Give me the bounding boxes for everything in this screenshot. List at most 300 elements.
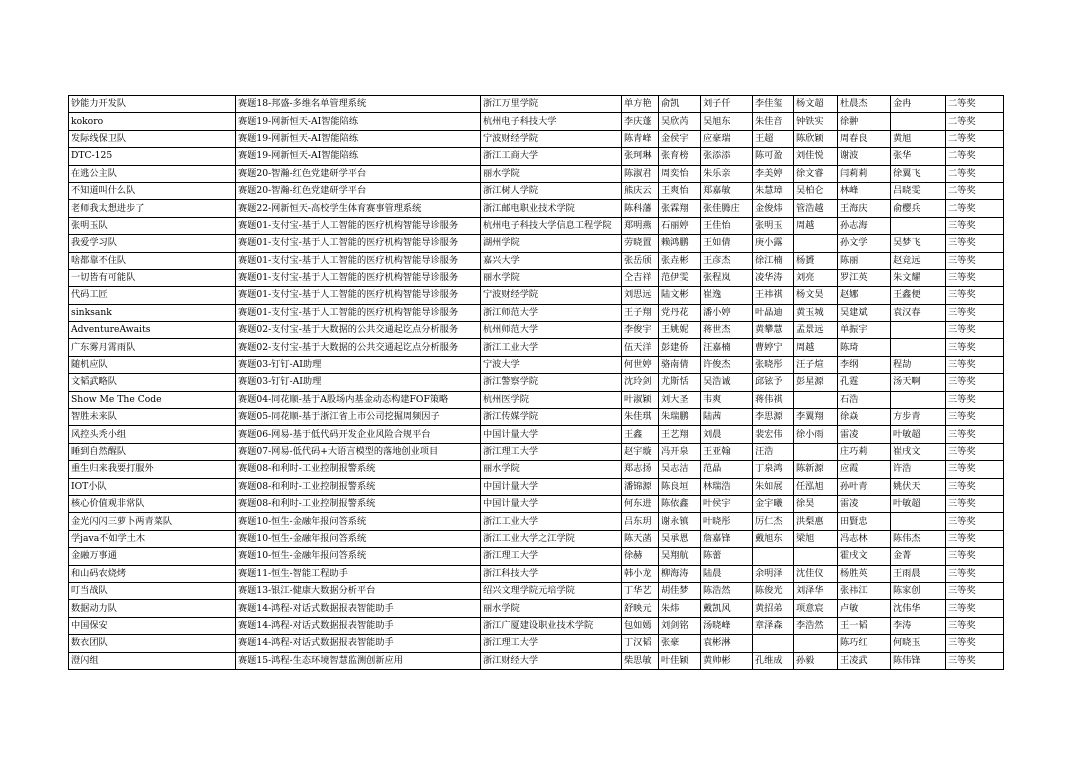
topic-cell: 赛题19-网新恒天-AI智能陪练 <box>236 148 481 165</box>
team-name-cell: sinksank <box>69 304 236 321</box>
member-1-cell: 何世婷 <box>622 356 659 373</box>
team-name-cell: 智胜未来队 <box>69 409 236 426</box>
member-5-cell: 洪梨惠 <box>794 513 838 530</box>
advisor-1-cell: 罗江英 <box>838 269 891 286</box>
member-3-cell: 汪嘉楠 <box>701 339 753 356</box>
table-row <box>69 165 1004 182</box>
topic-cell: 赛题02-支付宝-基于大数据的公共交通起讫点分析服务 <box>236 322 481 339</box>
member-1-cell: 刘思远 <box>622 287 659 304</box>
award-cell: 二等奖 <box>946 182 1004 199</box>
team-name-cell: 风控头秃小组 <box>69 426 236 443</box>
table-row <box>69 548 1004 565</box>
topic-cell: 赛题01-支付宝-基于人工智能的医疗机构智能导诊服务 <box>236 287 481 304</box>
school-cell: 丽水学院 <box>481 461 622 478</box>
table-row <box>69 426 1004 443</box>
advisor-1-cell: 陈丽 <box>838 252 891 269</box>
member-1-cell: 舒映元 <box>622 600 659 617</box>
award-cell: 三等奖 <box>946 217 1004 234</box>
table-row <box>69 374 1004 391</box>
advisor-2-cell: 李涛 <box>891 617 946 634</box>
member-2-cell: 张霖翔 <box>659 200 701 217</box>
advisor-1-cell: 王凌武 <box>838 652 891 669</box>
member-4-cell: 厉仁杰 <box>753 513 794 530</box>
member-3-cell: 蒋世杰 <box>701 322 753 339</box>
topic-cell: 赛题06-网易-基于低代码开发企业风险合规平台 <box>236 426 481 443</box>
school-cell: 浙江理工大学 <box>481 548 622 565</box>
school-cell: 宁波财经学院 <box>481 130 622 147</box>
advisor-1-cell: 张祎江 <box>838 582 891 599</box>
table-row <box>69 304 1004 321</box>
awards-table-body <box>69 96 1004 670</box>
school-cell: 浙江工业大学之江学院 <box>481 530 622 547</box>
advisor-1-cell: 田賢忠 <box>838 513 891 530</box>
member-2-cell: 吴欣芮 <box>659 113 701 130</box>
advisor-2-cell: 袁汉春 <box>891 304 946 321</box>
advisor-1-cell: 霍戌文 <box>838 548 891 565</box>
member-4-cell: 凌华涛 <box>753 269 794 286</box>
member-1-cell: 吕东玥 <box>622 513 659 530</box>
team-name-cell: AdventureAwaits <box>69 322 236 339</box>
member-3-cell: 张佳腾庄 <box>701 200 753 217</box>
member-3-cell: 韦爽 <box>701 391 753 408</box>
team-name-cell: 不知道叫什么队 <box>69 182 236 199</box>
team-name-cell: 数据动力队 <box>69 600 236 617</box>
table-row <box>69 478 1004 495</box>
advisor-1-cell: 陈琦 <box>838 339 891 356</box>
member-3-cell: 郑嘉敏 <box>701 182 753 199</box>
team-name-cell: 发际线保卫队 <box>69 130 236 147</box>
member-2-cell: 俞凯 <box>659 96 701 113</box>
member-2-cell: 尤斯恬 <box>659 374 701 391</box>
topic-cell: 赛题03-钉钉-AI助理 <box>236 356 481 373</box>
member-5-cell: 徐昊 <box>794 495 838 512</box>
member-5-cell: 吴柏仑 <box>794 182 838 199</box>
advisor-2-cell <box>891 391 946 408</box>
member-1-cell: 陈科藩 <box>622 200 659 217</box>
member-3-cell: 王佳怡 <box>701 217 753 234</box>
award-cell: 三等奖 <box>946 374 1004 391</box>
team-name-cell: 老师我太想进步了 <box>69 200 236 217</box>
member-2-cell: 吴承恩 <box>659 530 701 547</box>
school-cell: 浙江工商大学 <box>481 148 622 165</box>
member-4-cell: 陈俊光 <box>753 582 794 599</box>
member-5-cell: 徐小雨 <box>794 426 838 443</box>
member-5-cell: 刘佳悦 <box>794 148 838 165</box>
member-3-cell: 王如倩 <box>701 235 753 252</box>
advisor-2-cell: 陈家创 <box>891 582 946 599</box>
member-1-cell: 何东进 <box>622 495 659 512</box>
member-3-cell: 吴浩诚 <box>701 374 753 391</box>
member-4-cell: 张晓彤 <box>753 356 794 373</box>
member-3-cell: 陆晨 <box>701 565 753 582</box>
table-row <box>69 322 1004 339</box>
award-cell: 三等奖 <box>946 443 1004 460</box>
advisor-2-cell: 赵竞远 <box>891 252 946 269</box>
table-row <box>69 287 1004 304</box>
member-4-cell: 金宇曦 <box>753 495 794 512</box>
school-cell: 中国计量大学 <box>481 426 622 443</box>
topic-cell: 赛题14-鸿程-对话式数据报表智能助手 <box>236 635 481 652</box>
member-3-cell: 朱乐亲 <box>701 165 753 182</box>
member-2-cell: 彭建侨 <box>659 339 701 356</box>
member-3-cell: 应豪瑞 <box>701 130 753 147</box>
advisor-1-cell: 杨胜英 <box>838 565 891 582</box>
school-cell: 丽水学院 <box>481 600 622 617</box>
school-cell: 丽水学院 <box>481 269 622 286</box>
table-row <box>69 252 1004 269</box>
topic-cell: 赛题02-支付宝-基于大数据的公共交通起讫点分析服务 <box>236 339 481 356</box>
member-2-cell: 叶佳颖 <box>659 652 701 669</box>
member-1-cell: 徐赫 <box>622 548 659 565</box>
table-row <box>69 391 1004 408</box>
award-cell: 三等奖 <box>946 617 1004 634</box>
school-cell: 杭州师范大学 <box>481 322 622 339</box>
team-name-cell: 中国保安 <box>69 617 236 634</box>
advisor-2-cell: 叶敏超 <box>891 426 946 443</box>
advisor-1-cell: 石浩 <box>838 391 891 408</box>
member-2-cell: 吴志洁 <box>659 461 701 478</box>
team-name-cell: 数衣团队 <box>69 635 236 652</box>
topic-cell: 赛题01-支付宝-基于人工智能的医疗机构智能导诊服务 <box>236 235 481 252</box>
advisor-2-cell <box>891 113 946 130</box>
member-2-cell: 刘大圣 <box>659 391 701 408</box>
topic-cell: 赛题19-网新恒天-AI智能陪练 <box>236 113 481 130</box>
member-3-cell: 林瑞浩 <box>701 478 753 495</box>
topic-cell: 赛题08-和利时-工业控制报警系统 <box>236 478 481 495</box>
member-4-cell: 黄招弟 <box>753 600 794 617</box>
advisor-1-cell: 冯志林 <box>838 530 891 547</box>
advisor-2-cell <box>891 217 946 234</box>
award-cell: 三等奖 <box>946 548 1004 565</box>
table-row <box>69 582 1004 599</box>
member-3-cell: 詹嘉锋 <box>701 530 753 547</box>
award-cell: 三等奖 <box>946 478 1004 495</box>
member-2-cell: 胡佳梦 <box>659 582 701 599</box>
member-1-cell: 李俊宇 <box>622 322 659 339</box>
advisor-1-cell: 吴建斌 <box>838 304 891 321</box>
member-3-cell: 陈蕾 <box>701 548 753 565</box>
member-1-cell: 单方艳 <box>622 96 659 113</box>
member-4-cell: 王超 <box>753 130 794 147</box>
member-4-cell: 王祎祺 <box>753 287 794 304</box>
school-cell: 湖州学院 <box>481 235 622 252</box>
member-5-cell: 沈佳仪 <box>794 565 838 582</box>
table-row <box>69 461 1004 478</box>
advisor-2-cell: 黄旭 <box>891 130 946 147</box>
award-cell: 三等奖 <box>946 495 1004 512</box>
advisor-2-cell: 金冉 <box>891 96 946 113</box>
member-5-cell: 彭星源 <box>794 374 838 391</box>
member-1-cell: 张珂琳 <box>622 148 659 165</box>
advisor-1-cell: 雷凌 <box>838 495 891 512</box>
member-4-cell: 朱慧璋 <box>753 182 794 199</box>
member-3-cell: 吴旭东 <box>701 113 753 130</box>
team-name-cell: 在逃公主队 <box>69 165 236 182</box>
advisor-2-cell: 吴梦飞 <box>891 235 946 252</box>
member-5-cell: 杨文超 <box>794 96 838 113</box>
school-cell: 绍兴文理学院元培学院 <box>481 582 622 599</box>
member-2-cell: 刘剑铭 <box>659 617 701 634</box>
advisor-2-cell: 朱文耀 <box>891 269 946 286</box>
member-4-cell: 李美婷 <box>753 165 794 182</box>
table-row <box>69 565 1004 582</box>
table-row <box>69 513 1004 530</box>
member-5-cell <box>794 443 838 460</box>
advisor-2-cell: 张华 <box>891 148 946 165</box>
table-row <box>69 113 1004 130</box>
member-1-cell: 沈玲剑 <box>622 374 659 391</box>
advisor-1-cell: 徐翀 <box>838 113 891 130</box>
topic-cell: 赛题04-同花顺-基于A股场内基金动态构建FOF策略 <box>236 391 481 408</box>
school-cell: 浙江树人学院 <box>481 182 622 199</box>
member-4-cell <box>753 548 794 565</box>
table-row <box>69 96 1004 113</box>
advisor-2-cell: 汤天啊 <box>891 374 946 391</box>
member-2-cell: 吴翔航 <box>659 548 701 565</box>
member-1-cell: 潘锦源 <box>622 478 659 495</box>
award-cell: 二等奖 <box>946 130 1004 147</box>
member-2-cell: 谢永镇 <box>659 513 701 530</box>
school-cell: 浙江警察学院 <box>481 374 622 391</box>
member-4-cell: 曹婷宁 <box>753 339 794 356</box>
topic-cell: 赛题14-鸿程-对话式数据报表智能助手 <box>236 617 481 634</box>
member-5-cell: 杨文昊 <box>794 287 838 304</box>
advisor-1-cell: 王海庆 <box>838 200 891 217</box>
member-3-cell: 许俊杰 <box>701 356 753 373</box>
member-1-cell: 陈青峰 <box>622 130 659 147</box>
school-cell: 宁波财经学院 <box>481 287 622 304</box>
team-name-cell: 文韬武略队 <box>69 374 236 391</box>
topic-cell: 赛题20-智瀚-红色党建研学平台 <box>236 165 481 182</box>
member-4-cell: 金俊炜 <box>753 200 794 217</box>
table-row <box>69 443 1004 460</box>
team-name-cell: 一切皆有可能队 <box>69 269 236 286</box>
member-1-cell: 丁华艺 <box>622 582 659 599</box>
table-row <box>69 130 1004 147</box>
advisor-2-cell: 姚伏天 <box>891 478 946 495</box>
member-2-cell: 冯开泉 <box>659 443 701 460</box>
topic-cell: 赛题10-恒生-金融年报问答系统 <box>236 513 481 530</box>
member-1-cell: 王子翔 <box>622 304 659 321</box>
member-1-cell: 伍天洋 <box>622 339 659 356</box>
member-4-cell: 徐江楠 <box>753 252 794 269</box>
member-5-cell <box>794 391 838 408</box>
school-cell: 浙江理工大学 <box>481 443 622 460</box>
award-cell: 三等奖 <box>946 252 1004 269</box>
advisor-2-cell: 俞樱兵 <box>891 200 946 217</box>
member-4-cell: 余明泽 <box>753 565 794 582</box>
award-cell: 三等奖 <box>946 530 1004 547</box>
member-3-cell: 陆茜 <box>701 409 753 426</box>
advisor-2-cell: 金菁 <box>891 548 946 565</box>
award-cell: 三等奖 <box>946 426 1004 443</box>
topic-cell: 赛题08-和利时-工业控制报警系统 <box>236 461 481 478</box>
award-cell: 二等奖 <box>946 200 1004 217</box>
advisor-1-cell: 徐焱 <box>838 409 891 426</box>
member-2-cell: 陈依鑫 <box>659 495 701 512</box>
advisor-1-cell: 孔霆 <box>838 374 891 391</box>
advisor-2-cell: 陈伟杰 <box>891 530 946 547</box>
school-cell: 杭州电子科技大学 <box>481 113 622 130</box>
member-4-cell: 李思源 <box>753 409 794 426</box>
member-3-cell: 王彦杰 <box>701 252 753 269</box>
advisor-1-cell: 谢波 <box>838 148 891 165</box>
member-1-cell: 郑志扬 <box>622 461 659 478</box>
table-row <box>69 600 1004 617</box>
advisor-2-cell: 陈伟锋 <box>891 652 946 669</box>
advisor-1-cell: 陈巧红 <box>838 635 891 652</box>
award-cell: 三等奖 <box>946 582 1004 599</box>
member-4-cell: 张明玉 <box>753 217 794 234</box>
award-cell: 三等奖 <box>946 652 1004 669</box>
member-1-cell: 赵宇璇 <box>622 443 659 460</box>
team-name-cell: 我爱学习队 <box>69 235 236 252</box>
award-cell: 二等奖 <box>946 113 1004 130</box>
member-5-cell: 管浩越 <box>794 200 838 217</box>
member-5-cell: 杨贇 <box>794 252 838 269</box>
member-1-cell: 叶淑颖 <box>622 391 659 408</box>
member-3-cell: 潘小婷 <box>701 304 753 321</box>
table-row <box>69 200 1004 217</box>
advisor-1-cell: 雷凌 <box>838 426 891 443</box>
school-cell: 浙江传媒学院 <box>481 409 622 426</box>
member-2-cell: 王姚妮 <box>659 322 701 339</box>
member-4-cell: 朱如展 <box>753 478 794 495</box>
member-2-cell: 王艺翔 <box>659 426 701 443</box>
member-1-cell: 仝吉祥 <box>622 269 659 286</box>
team-name-cell: 学java不如学土木 <box>69 530 236 547</box>
school-cell: 宁波大学 <box>481 356 622 373</box>
advisor-1-cell: 林峰 <box>838 182 891 199</box>
member-1-cell: 李庆蓬 <box>622 113 659 130</box>
advisor-1-cell: 卢敏 <box>838 600 891 617</box>
table-row <box>69 269 1004 286</box>
member-5-cell: 孙毅 <box>794 652 838 669</box>
topic-cell: 赛题11-恒生-智能工程助手 <box>236 565 481 582</box>
advisor-2-cell <box>891 513 946 530</box>
table-row <box>69 148 1004 165</box>
member-4-cell: 裴宏伟 <box>753 426 794 443</box>
member-2-cell: 周奕怡 <box>659 165 701 182</box>
school-cell: 嘉兴大学 <box>481 252 622 269</box>
advisor-2-cell: 崔戌文 <box>891 443 946 460</box>
member-5-cell: 梁旭 <box>794 530 838 547</box>
school-cell: 中国计量大学 <box>481 478 622 495</box>
member-1-cell: 丁汉韬 <box>622 635 659 652</box>
award-cell: 三等奖 <box>946 461 1004 478</box>
advisor-1-cell: 孙叶青 <box>838 478 891 495</box>
table-row <box>69 217 1004 234</box>
member-1-cell: 朱佳琪 <box>622 409 659 426</box>
award-cell: 三等奖 <box>946 322 1004 339</box>
member-2-cell: 范伊雯 <box>659 269 701 286</box>
member-3-cell: 刘晨 <box>701 426 753 443</box>
member-3-cell: 陈浩然 <box>701 582 753 599</box>
advisor-2-cell: 许浩 <box>891 461 946 478</box>
school-cell: 浙江邮电职业技术学院 <box>481 200 622 217</box>
award-cell: 三等奖 <box>946 339 1004 356</box>
member-1-cell: 郑明燕 <box>622 217 659 234</box>
table-row <box>69 495 1004 512</box>
advisor-1-cell: 杜晨杰 <box>838 96 891 113</box>
award-cell: 二等奖 <box>946 96 1004 113</box>
team-name-cell: 金融万事通 <box>69 548 236 565</box>
member-3-cell: 汤晓峰 <box>701 617 753 634</box>
team-name-cell: 广东雾月霄雨队 <box>69 339 236 356</box>
advisor-1-cell: 赵娜 <box>838 287 891 304</box>
member-5-cell: 周越 <box>794 339 838 356</box>
advisor-2-cell: 徐翼飞 <box>891 165 946 182</box>
member-4-cell: 陈可盈 <box>753 148 794 165</box>
advisor-1-cell: 庄巧莉 <box>838 443 891 460</box>
member-4-cell: 孔维成 <box>753 652 794 669</box>
team-name-cell: 代码工匠 <box>69 287 236 304</box>
member-5-cell: 项意宸 <box>794 600 838 617</box>
member-5-cell: 黄玉城 <box>794 304 838 321</box>
member-2-cell: 石丽婷 <box>659 217 701 234</box>
school-cell: 浙江广厦建设职业技术学院 <box>481 617 622 634</box>
member-1-cell: 王鑫 <box>622 426 659 443</box>
member-1-cell: 熊庆云 <box>622 182 659 199</box>
table-row <box>69 530 1004 547</box>
member-4-cell: 叶晶迪 <box>753 304 794 321</box>
award-cell: 三等奖 <box>946 565 1004 582</box>
team-name-cell: IOT小队 <box>69 478 236 495</box>
member-2-cell: 张垚彬 <box>659 252 701 269</box>
team-name-cell: 澄闪组 <box>69 652 236 669</box>
member-5-cell <box>794 548 838 565</box>
team-name-cell: 啥都靠不住队 <box>69 252 236 269</box>
topic-cell: 赛题18-邦盛-多维名单管理系统 <box>236 96 481 113</box>
member-5-cell: 汪子煊 <box>794 356 838 373</box>
advisor-2-cell: 何晓玉 <box>891 635 946 652</box>
member-4-cell: 汪浩 <box>753 443 794 460</box>
award-cell: 三等奖 <box>946 635 1004 652</box>
member-5-cell: 孟景远 <box>794 322 838 339</box>
member-3-cell: 张添添 <box>701 148 753 165</box>
topic-cell: 赛题15-鸿程-生态环境智慧监测创新应用 <box>236 652 481 669</box>
school-cell: 浙江科技大学 <box>481 565 622 582</box>
team-name-cell: 钞能力开发队 <box>69 96 236 113</box>
member-1-cell: 陈天菡 <box>622 530 659 547</box>
award-cell: 三等奖 <box>946 269 1004 286</box>
topic-cell: 赛题20-智瀚-红色党建研学平台 <box>236 182 481 199</box>
topic-cell: 赛题08-和利时-工业控制报警系统 <box>236 495 481 512</box>
member-2-cell: 朱炜 <box>659 600 701 617</box>
advisor-2-cell: 吕晓雯 <box>891 182 946 199</box>
table-row <box>69 652 1004 669</box>
member-4-cell: 戴旭东 <box>753 530 794 547</box>
member-1-cell: 柴思敏 <box>622 652 659 669</box>
member-1-cell: 包如嫣 <box>622 617 659 634</box>
member-5-cell: 陈欣颖 <box>794 130 838 147</box>
team-name-cell: 和山码农烧烤 <box>69 565 236 582</box>
member-3-cell: 崔逸 <box>701 287 753 304</box>
member-5-cell <box>794 635 838 652</box>
member-4-cell: 黄攀慧 <box>753 322 794 339</box>
advisor-1-cell: 王一韬 <box>838 617 891 634</box>
advisor-2-cell: 方步青 <box>891 409 946 426</box>
member-3-cell: 范晶 <box>701 461 753 478</box>
advisor-1-cell: 应霞 <box>838 461 891 478</box>
member-5-cell <box>794 235 838 252</box>
member-3-cell: 刘子仟 <box>701 96 753 113</box>
award-cell: 三等奖 <box>946 235 1004 252</box>
school-cell: 浙江师范大学 <box>481 304 622 321</box>
topic-cell: 赛题01-支付宝-基于人工智能的医疗机构智能导诊服务 <box>236 217 481 234</box>
member-5-cell: 李翼翔 <box>794 409 838 426</box>
member-5-cell: 李浩然 <box>794 617 838 634</box>
